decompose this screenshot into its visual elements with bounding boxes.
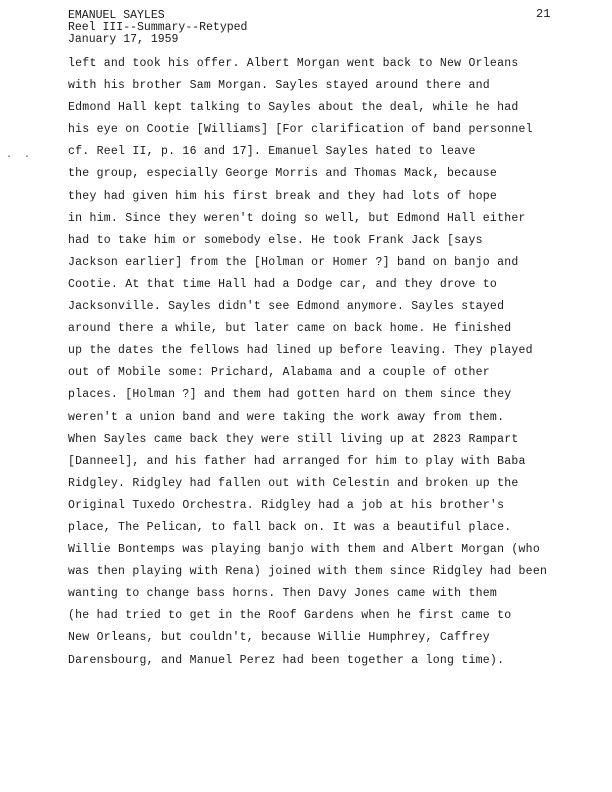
text-line: Original Tuxedo Orchestra. Ridgley had a job at his brother's	[68, 498, 505, 512]
text-line: they had given him his first break and they had lots of hope	[68, 189, 498, 203]
text-line: place, The Pelican, to fall back on. It was a beautiful place.	[68, 520, 512, 534]
interviewee-name: EMANUEL SAYLES	[68, 9, 165, 22]
text-line: Willie Bontemps was playing banjo with them and Albert Morgan (who	[68, 543, 540, 557]
margin-mark: · ·	[6, 152, 31, 163]
text-line: in him. Since they weren't doing so well, but Edmond Hall either	[68, 211, 526, 225]
text-line: around there a while, but later came on back home. He finished	[68, 322, 512, 336]
text-line: with his brother Sam Morgan. Sayles stayed around there and	[68, 79, 490, 93]
text-line: [Danneel], and his father had arranged for him to play with Baba	[68, 454, 526, 468]
text-line: Jacksonville. Sayles didn't see Edmond anymore. Sayles stayed	[68, 300, 505, 314]
text-line: the group, especially George Morris and Thomas Mack, because	[68, 167, 498, 181]
text-line: left and took his offer. Albert Morgan went back to New Orleans	[68, 57, 519, 70]
text-line: cf. Reel II, p. 16 and 17]. Emanuel Sayles hated to leave	[68, 145, 476, 159]
text-line: was then playing with Rena) joined with them since Ridgley had been	[68, 565, 548, 579]
document-header	[68, 10, 247, 46]
page-number: 21	[536, 7, 551, 21]
text-line: Edmond Hall kept talking to Sayles about the deal, while he had	[68, 101, 519, 115]
text-line: Cootie. At that time Hall had a Dodge car, and they drove to	[68, 277, 498, 291]
reel-label: Reel III--Summary--Retyped	[68, 21, 248, 34]
text-line: had to take him or somebody else. He took Frank Jack [says	[68, 233, 483, 247]
text-line: When Sayles came back they were still living up at 2823 Rampart	[68, 432, 519, 446]
interview-date: January 17, 1959	[68, 33, 179, 46]
text-line: Jackson earlier] from the [Holman or Homer ?] band on banjo and	[68, 255, 519, 269]
text-line: his eye on Cootie [Williams] [For clarification of band personnel	[68, 123, 533, 137]
text-line: up the dates the fellows had lined up before leaving. They played	[68, 344, 533, 358]
text-line: Ridgley. Ridgley had fallen out with Celestin and broken up the	[68, 476, 519, 490]
summary-body-text	[68, 56, 568, 675]
text-line: Darensbourg, and Manuel Perez had been together a long time).	[68, 653, 505, 667]
text-line: wanting to change bass horns. Then Davy Jones came with them	[68, 587, 498, 601]
text-line: (he had tried to get in the Roof Gardens when he first came to	[68, 609, 512, 623]
text-line: out of Mobile some: Prichard, Alabama and a couple of other	[68, 366, 490, 380]
text-line: weren't a union band and were taking the work away from them.	[68, 410, 505, 424]
text-line: places. [Holman ?] and them had gotten hard on them since they	[68, 388, 512, 402]
text-line: New Orleans, but couldn't, because Willie Humphrey, Caffrey	[68, 631, 490, 645]
